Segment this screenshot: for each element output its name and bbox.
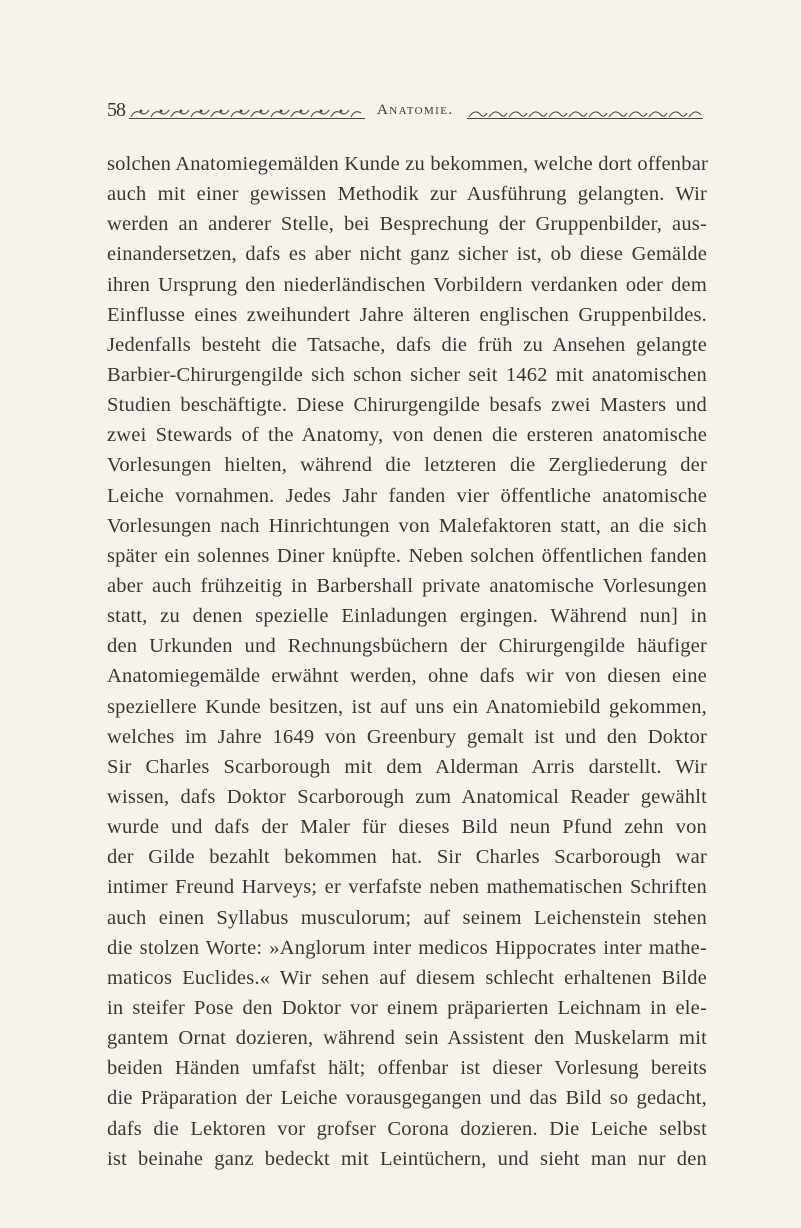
text-line: den Urkunden und Rechnungsbüchern der Chirurgengilde häufiger — [107, 635, 707, 658]
text-line: später ein solennes Diner knüpfte. Neben solchen öffentlichen fanden — [107, 544, 707, 567]
decorative-vine-band-icon — [129, 104, 365, 116]
text-line: einandersetzen, dafs es aber nicht ganz sicher ist, ob diese Gemälde — [107, 243, 707, 266]
text-line: wurde und dafs der Maler für dieses Bild neun Pfund zehn von — [107, 816, 707, 839]
text-line: ist beinahe ganz bedeckt mit Leintüchern, und sieht man nur den — [107, 1147, 707, 1170]
text-line: maticos Euclides.« Wir sehen auf diesem schlecht erhaltenen Bilde — [107, 966, 707, 989]
text-line: Studien beschäftigte. Diese Chirurgengilde besafs zwei Masters und — [107, 394, 707, 417]
body-text — [107, 149, 707, 1174]
text-line: Jedenfalls besteht die Tatsache, dafs die früh zu Ansehen gelangte — [107, 333, 707, 356]
page-header — [107, 98, 707, 122]
text-line: speziellere Kunde besitzen, ist auf uns ein Anatomiebild gekommen, — [107, 695, 707, 718]
text-line: Einflusse eines zweihundert Jahre älteren englischen Gruppenbildes. — [107, 303, 707, 326]
text-line: intimer Freund Harveys; er verfafste neben mathematischen Schriften — [107, 876, 707, 899]
text-line: werden an anderer Stelle, bei Besprechung der Gruppenbilder, aus- — [107, 213, 707, 236]
text-line: welches im Jahre 1649 von Greenbury gemalt ist und den Doktor — [107, 725, 707, 748]
text-line: der Gilde bezahlt bekommen hat. Sir Charles Scarborough war — [107, 846, 707, 869]
text-line: auch einen Syllabus musculorum; auf seinem Leichenstein stehen — [107, 906, 707, 929]
text-line: Leiche vornahmen. Jedes Jahr fanden vier öffentliche anatomische — [107, 484, 707, 507]
text-line: solchen Anatomiegemälden Kunde zu bekommen, welche dort offenbar — [107, 153, 709, 175]
text-line: zwei Stewards of the Anatomy, von denen die ersteren anatomische — [107, 424, 707, 447]
text-line: Vorlesungen hielten, während die letzteren die Zergliederung der — [107, 454, 707, 477]
text-line: gantem Ornat dozieren, während sein Assistent den Muskelarm mit — [107, 1027, 707, 1050]
page-number: 58 — [107, 98, 125, 121]
text-line: dafs die Lektoren vor grofser Corona dozieren. Die Leiche selbst — [107, 1117, 707, 1140]
decorative-scroll-band-icon — [467, 104, 703, 116]
text-line: Barbier-Chirurgengilde sich schon sicher seit 1462 mit anatomischen — [107, 363, 707, 386]
text-line: Sir Charles Scarborough mit dem Alderman Arris darstellt. Wir — [107, 755, 707, 778]
text-line: statt, zu denen spezielle Einladungen ergingen. Während nun] in — [107, 605, 707, 628]
text-line: in steifer Pose den Doktor vor einem präparierten Leichnam in ele- — [107, 996, 707, 1019]
text-line: aber auch frühzeitig in Barbershall private anatomische Vorlesungen — [107, 574, 707, 597]
text-line: ihren Ursprung den niederländischen Vorbildern verdanken oder dem — [107, 273, 707, 296]
text-line: wissen, dafs Doktor Scarborough zum Anatomical Reader gewählt — [107, 785, 707, 808]
text-line: die stolzen Worte: »Anglorum inter medicos Hippocrates inter mathe- — [107, 936, 707, 959]
text-line: auch mit einer gewissen Methodik zur Ausführung gelangten. Wir — [107, 183, 707, 206]
text-line: Vorlesungen nach Hinrichtungen von Malefaktoren statt, an die sich — [107, 514, 707, 537]
text-line: Anatomiegemälde erwähnt werden, ohne dafs wir von diesen eine — [107, 665, 707, 688]
running-title: Anatomie. — [377, 101, 454, 118]
text-line: beiden Händen umfafst hält; offenbar ist dieser Vorlesung bereits — [107, 1057, 707, 1080]
text-line: die Präparation der Leiche vorausgegangen und das Bild so gedacht, — [107, 1087, 707, 1110]
